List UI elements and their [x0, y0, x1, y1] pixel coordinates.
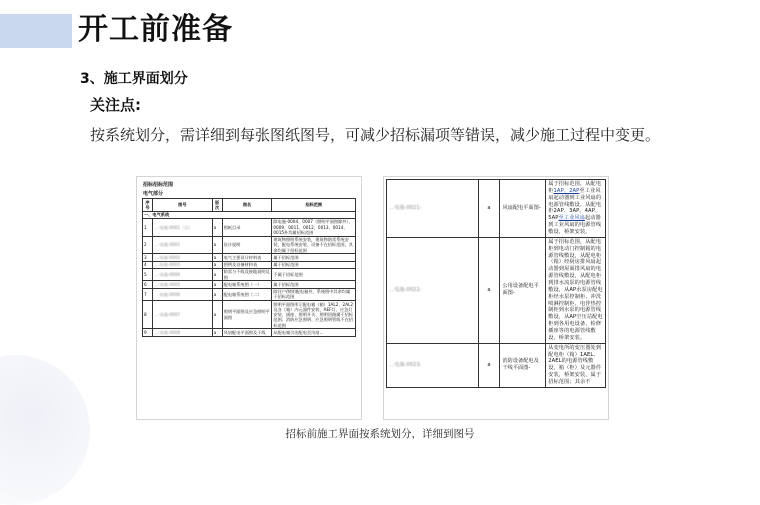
doc-header: 招标招标范围 — [143, 182, 174, 188]
scope-cell: 从配电箱引出配电至风扇… — [272, 329, 356, 336]
table-row — [387, 343, 606, 387]
drawing-code-cell: …·电施-0004 — [152, 268, 212, 281]
version-cell: a — [212, 288, 222, 301]
table-row — [143, 288, 356, 301]
row-number-cell: 8 — [143, 301, 153, 329]
scope-text: 属于招标范围，从配电柜 — [548, 181, 602, 194]
table-header-row — [143, 199, 356, 212]
section-heading: 3、施工界面划分 — [80, 71, 188, 87]
doc-subheader: 电气部分 — [143, 191, 164, 197]
figure-caption: 招标前施工界面按系统划分，详细到图号 — [285, 428, 475, 440]
table-row — [143, 218, 356, 236]
scope-cell: 属于招标范围 — [272, 261, 356, 268]
column-header: 图名 — [222, 199, 272, 212]
scope-cell: 属于招标范围 — [272, 254, 356, 261]
drawing-code-cell: …·电施-0002 — [152, 254, 212, 261]
table-row — [143, 236, 356, 254]
scope-text: 属于招标范围，从配电柜到电动门控制箱的电源管线敷设，从配电柜（箱）经厨房排风扇起动器到屋面排风扇的电源管线敷设，从配电柜到排水流泵的电源管线敷设，从AP水泵房配电柜经水泵控制柜、冲洗喷淋控制柜、电伴热控制柜到水泵的电源管线敷设，从AP空压站配电柜到各用电设备、检修插座等的电源管线敷设，桥架安装。 — [548, 238, 603, 341]
scope-text: 1AP、2AP — [553, 187, 580, 194]
drawing-name-cell: 公用设备配电平面图- — [500, 237, 546, 343]
drawing-code-cell: …电施-0023- — [387, 343, 479, 387]
scope-cell — [546, 180, 606, 238]
column-header: 招标范围 — [272, 199, 356, 212]
drawing-name-cell: 电气主要设计材料表 — [222, 254, 272, 261]
scope-cell: 不属于招标范围 — [272, 268, 356, 281]
document-image-left — [137, 177, 361, 419]
section-cell: 一、电气系统 — [143, 211, 356, 218]
scope-text: 起动器到工业风扇的电源管线敷设，桥架安装。 — [548, 215, 602, 236]
version-cell: a — [212, 218, 222, 236]
drawing-code-cell: …·电施-0001 — [152, 236, 212, 254]
drawing-name-cell: 防雷与干线及接地说明及图 — [222, 268, 272, 281]
scope-cell: 建筑物照明系统安装，建筑物防雷系统安装，配电系统安装、设备不在招标范围，其余均属于招标范围 — [272, 236, 356, 254]
version-cell: a — [478, 180, 500, 238]
drawing-code-cell: …·电施-0006 — [152, 288, 212, 301]
row-number-cell: 2 — [143, 236, 153, 254]
scope-cell: 除住户/照明配电箱外，系统图中其余均属于招标范围 — [272, 288, 356, 301]
scope-cell — [546, 237, 606, 343]
row-number-cell: 4 — [143, 261, 153, 268]
drawing-code-cell: …·电施-0008 — [152, 329, 212, 336]
table-row — [143, 301, 356, 329]
drawing-code-cell: …电施-0022- — [387, 237, 479, 343]
row-number-cell: 6 — [143, 281, 153, 288]
scope-text: 至工业风扇 — [558, 215, 585, 222]
title-accent-bar — [0, 14, 72, 48]
scope-text: 从变电所的变压器处到配电柜（箱）1AEL、2AEL的电源管线敷设，箱（柜）及元器件安装，桥架安装，属于招标范围；其余不 — [548, 344, 602, 386]
version-cell: a — [212, 261, 222, 268]
table-section-row — [143, 211, 356, 218]
version-cell: a — [478, 237, 500, 343]
drawing-name-cell: 消防设备配电及干线平面图- — [500, 343, 546, 387]
drawing-code-cell: …电施-0021- — [387, 180, 479, 238]
row-number-cell: 3 — [143, 254, 153, 261]
drawing-name-cell: 配电箱系统图（二） — [222, 288, 272, 301]
table-row — [143, 268, 356, 281]
drawing-code-cell: …·电施-0001（目） — [152, 218, 212, 236]
drawing-name-cell: 图例及设备材料表 — [222, 261, 272, 268]
version-cell: a — [212, 236, 222, 254]
column-header: 版次 — [212, 199, 222, 212]
table-row — [387, 180, 606, 238]
row-number-cell: 5 — [143, 268, 153, 281]
version-cell: a — [212, 254, 222, 261]
drawing-name-cell: 照明平面图及应急照明平面图 — [222, 301, 272, 329]
scope-table-left — [142, 198, 356, 337]
column-header: 序号 — [143, 199, 153, 212]
table-row — [387, 237, 606, 343]
body-text: 按系统划分，需详细到每张图纸图号，可减少招标漏项等错误，减少施工过程中变更。 — [90, 126, 661, 144]
table-row — [143, 281, 356, 288]
row-number-cell: 7 — [143, 288, 153, 301]
document-image-right — [384, 177, 608, 419]
version-cell: a — [212, 281, 222, 288]
column-header: 图号 — [152, 199, 212, 212]
row-number-cell: 9 — [143, 329, 153, 336]
drawing-name-cell: 风扇配电平面图- — [500, 180, 546, 238]
scope-cell: 除电施-0004、0007（照明平面图除外）、0009、0011、0012、0013、0014、0015外均属招标范围 — [272, 218, 356, 236]
drawing-code-cell: …·电施-0007 — [152, 301, 212, 329]
scope-cell — [546, 343, 606, 387]
table-row — [143, 254, 356, 261]
table-row — [143, 261, 356, 268]
table-row — [143, 329, 356, 336]
scope-text: 至工业风扇起动器到工业风扇的电源管线敷设，从配电柜2AP、3AP、4AP、5AP — [548, 187, 602, 222]
drawing-name-cell: 风扇配电平面图及干线 — [222, 329, 272, 336]
focus-label: 关注点: — [90, 96, 141, 114]
table-body — [387, 180, 606, 388]
scope-cell: 照明平面图所示配电箱（箱）1AL2、2AL2及各（箱）内元器件安装，AEF灯、应急灯安装，插座、照明开关、照明回路属于招标范围；消防应急照明、应急照明管线不在招标范围 — [272, 301, 356, 329]
drawing-name-cell: 配电箱系统图（一） — [222, 281, 272, 288]
version-cell: a — [212, 268, 222, 281]
page-title: 开工前准备 — [78, 12, 233, 47]
drawing-name-cell: 设计说明 — [222, 236, 272, 254]
table-body — [143, 218, 356, 336]
version-cell: a — [212, 329, 222, 336]
drawing-code-cell: …·电施-0005 — [152, 281, 212, 288]
scope-table-right — [386, 179, 606, 388]
drawing-code-cell: …·电施-0003 — [152, 261, 212, 268]
row-number-cell: 1 — [143, 218, 153, 236]
drawing-name-cell: 图纸目录 — [222, 218, 272, 236]
version-cell: a — [478, 343, 500, 387]
version-cell: a — [212, 301, 222, 329]
scope-cell: 属于招标范围 — [272, 281, 356, 288]
